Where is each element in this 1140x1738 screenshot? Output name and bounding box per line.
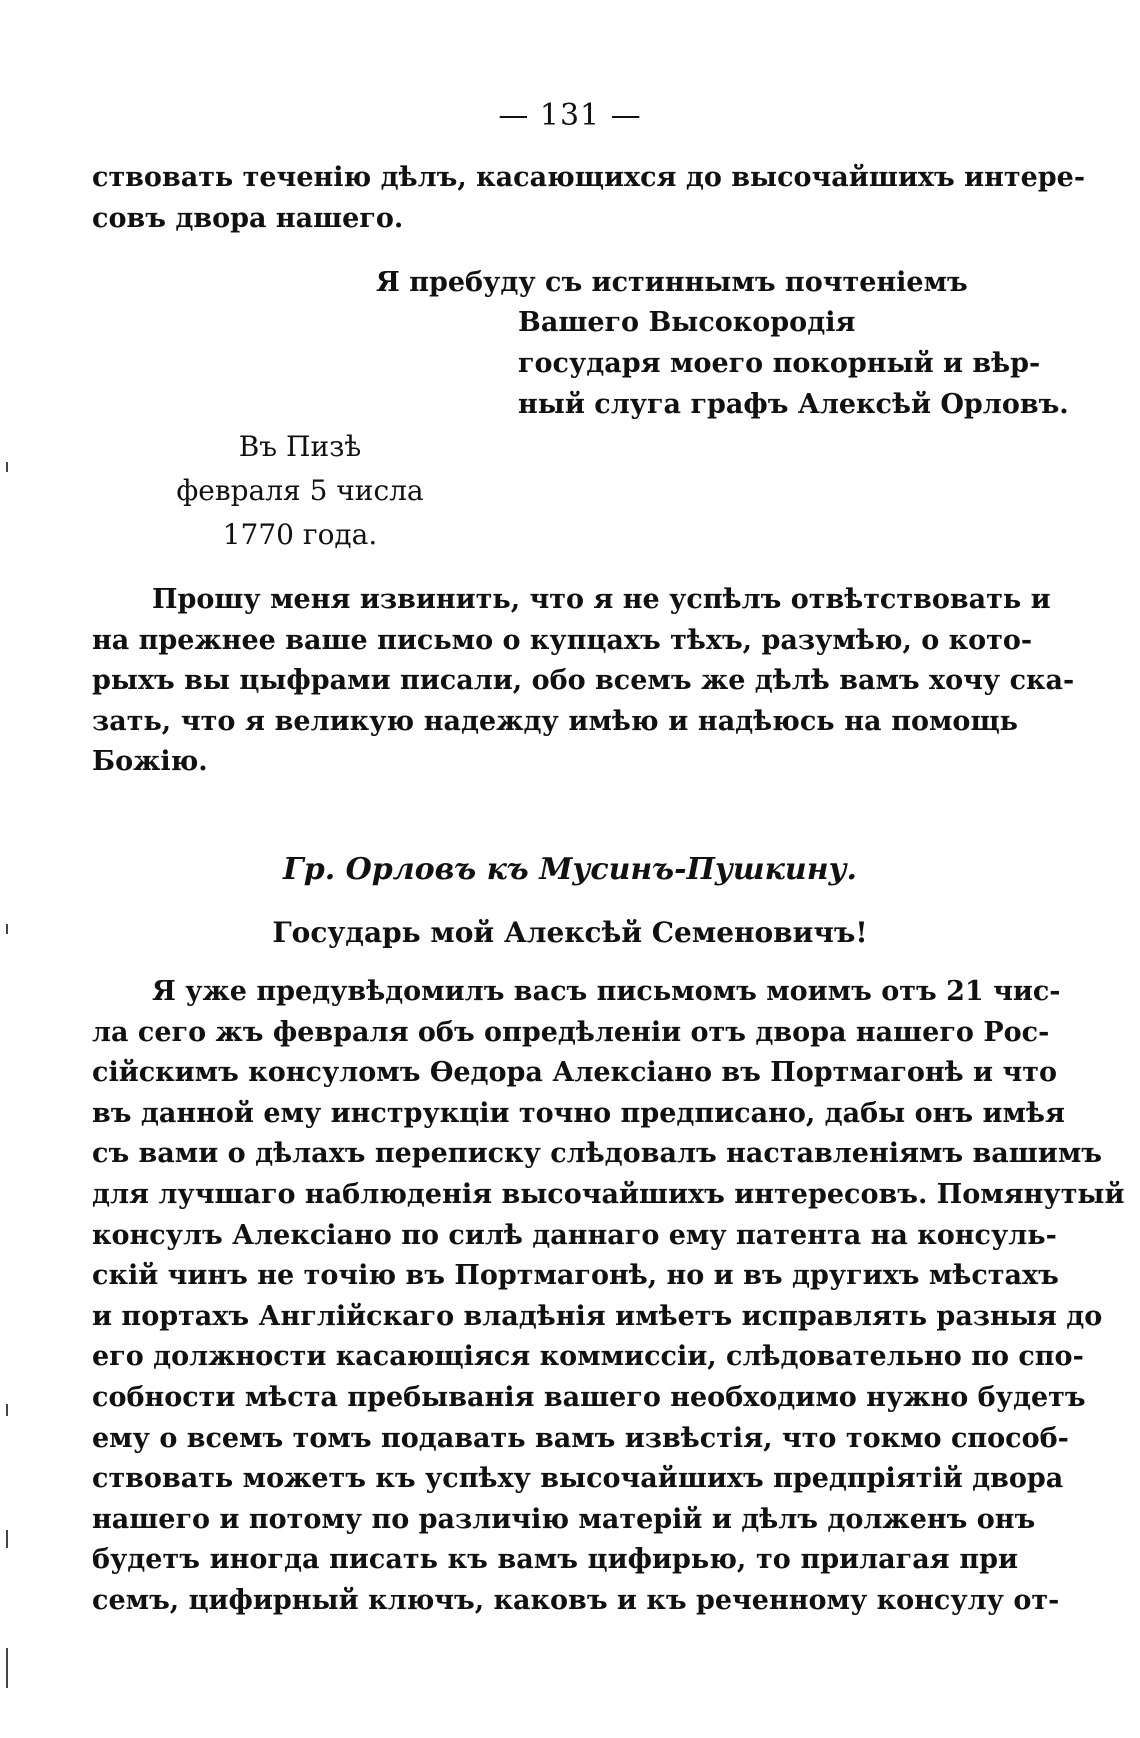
text-line: скій чинъ не точію въ Портмагонѣ, но и въ другихъ мѣстахъ [92,1260,1059,1292]
text-line: ла сего жъ февраля объ опредѣленіи отъ двора нашего Рос- [92,1016,1050,1048]
signature-name-block [518,302,1069,425]
text-line: рыхъ вы цыфрами писали, обо всемъ же дѣлѣ вамъ хочу ска- [92,665,1075,697]
place-line: Въ Пизѣ [238,430,362,463]
scan-mark [6,1648,8,1688]
scan-mark [6,1404,8,1416]
text-line: сійскимъ консуломъ Ѳедора Алексіано въ Портмагонѣ и что [92,1057,1057,1089]
letter-heading: Гр. Орловъ къ Мусинъ-Пушкину. [283,852,857,887]
text-line: для лучшаго наблюденія высочайшихъ интересовъ. Помянутый [92,1178,1125,1210]
text-line: Я уже предувѣдомилъ васъ письмомъ моимъ отъ 21 чис- [152,976,1061,1007]
postscript-paragraph [92,580,1075,783]
text-line: Прошу меня извинить, что я не успѣлъ отвѣтствовать и [152,584,1051,615]
text-line: въ данной ему инструкціи точно предписано, дабы онъ имѣя [92,1097,1065,1129]
year-line: 1770 года. [222,518,378,551]
signature-closing: Я пребуду съ истиннымъ почтеніемъ [376,267,968,298]
letter-salutation: Государь мой Алексѣй Семеновичъ! [272,916,868,949]
text-line: будетъ иногда писать къ вамъ цифирью, то прилагая при [92,1544,1018,1576]
signature-line: государя моего покорный и вѣр- [518,348,1041,379]
page-number: — 131 — [498,98,642,133]
text-line: его должности касающіяся коммиссіи, слѣдовательно по спо- [92,1341,1084,1373]
signature-line: ный слуга графъ Алексѣй Орловъ. [518,389,1069,420]
text-line: на прежнее ваше письмо о купцахъ тѣхъ, разумѣю, о кото- [92,624,1033,656]
scan-mark [6,924,8,934]
text-line: Божію. [92,746,208,778]
top-paragraph [92,158,1086,239]
text-line: и портахъ Англійскаго владѣнія имѣетъ исправлять разныя до [92,1300,1103,1332]
scan-mark [6,462,8,472]
place-date [160,425,440,557]
scan-mark [6,1530,8,1548]
text-line: съ вами о дѣлахъ переписку слѣдовалъ наставленіямъ вашимъ [92,1138,1102,1170]
text-line: собности мѣста пребыванія вашего необходимо нужно будетъ [92,1381,1086,1413]
letter-body [92,972,1125,1622]
text-line: нашего и потому по различію матерій и дѣлъ долженъ онъ [92,1503,1036,1535]
text-line: семъ, цифирный ключъ, каковъ и къ реченному консулу от- [92,1584,1060,1616]
signature-line: Вашего Высокородія [518,307,856,338]
text-line: ствовать можетъ къ успѣху высочайшихъ предпріятій двора [92,1463,1064,1495]
date-line: февраля 5 числа [176,474,424,507]
text-line: совъ двора нашего. [92,202,404,234]
text-line: зать, что я великую надежду имѣю и надѣюсь на помощь [92,705,1018,737]
text-line: ему о всемъ томъ подавать вамъ извѣстія, что токмо способ- [92,1422,1069,1454]
text-line: ствовать теченію дѣлъ, касающихся до высочайшихъ интере- [92,162,1086,193]
text-line: консулъ Алексіано по силѣ даннаго ему патента на консуль- [92,1219,1057,1251]
